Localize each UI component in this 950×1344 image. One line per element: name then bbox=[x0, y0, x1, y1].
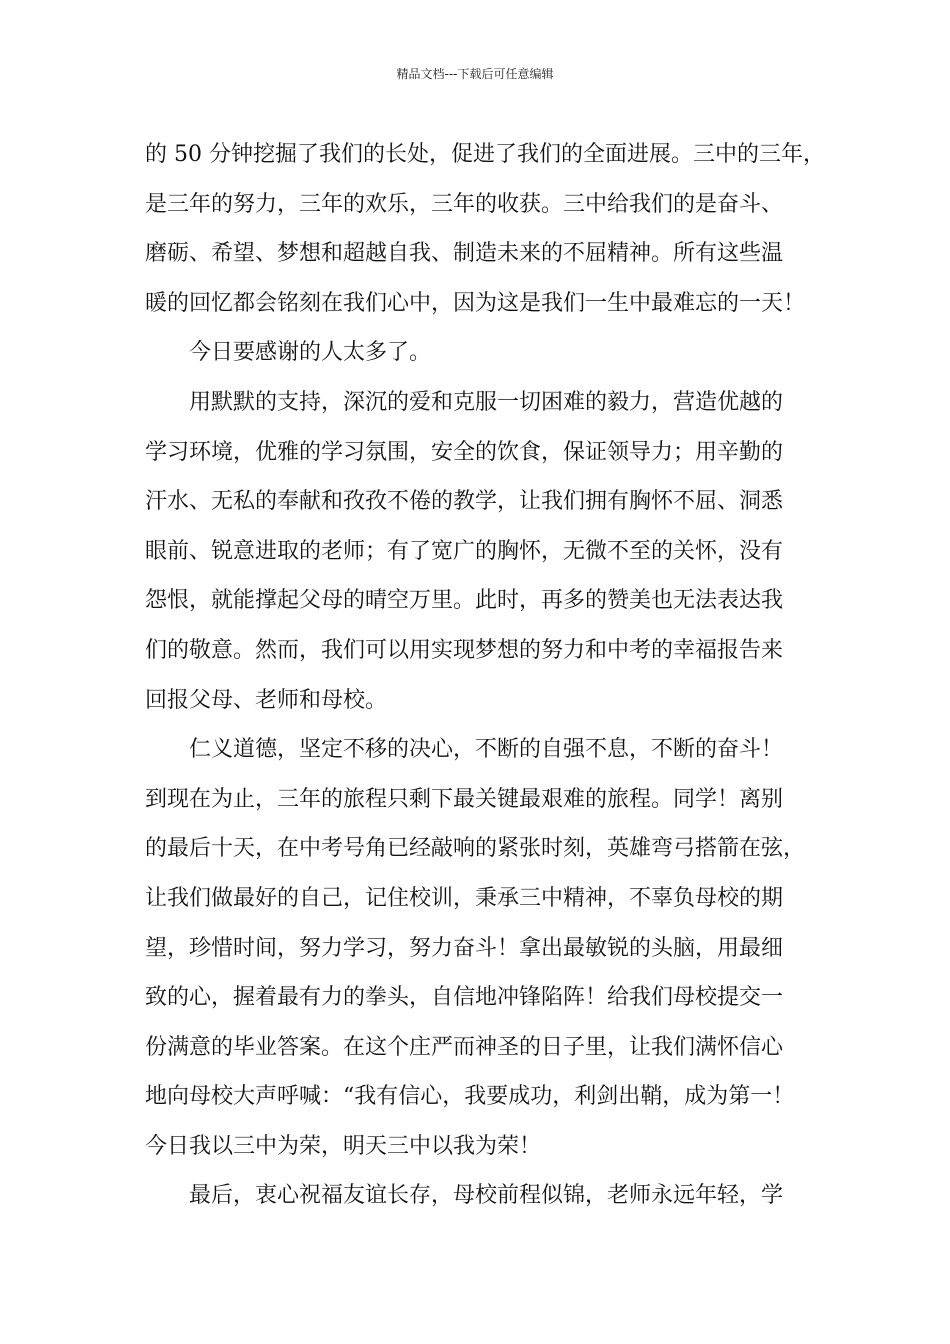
text-line: 们的敬意。然而，我们可以用实现梦想的努力和中考的幸福报告来 bbox=[145, 637, 784, 663]
text-line: 致的心，握着最有力的拳头，自信地冲锋陷阵！给我们母校提交一 bbox=[145, 985, 784, 1011]
text-line: 眼前、锐意进取的老师；有了宽广的胸怀，无微不至的关怀，没有 bbox=[145, 538, 784, 564]
document-body bbox=[145, 130, 825, 1221]
text-line: 的最后十天，在中考号角已经敲响的紧张时刻，英雄弯弓搭箭在弦， bbox=[145, 836, 806, 862]
text-line: 的 50 分钟挖掘了我们的长处，促进了我们的全面进展。三中的三年， bbox=[145, 142, 825, 167]
text-line: 到现在为止，三年的旅程只剩下最关键最艰难的旅程。同学！离别 bbox=[145, 786, 784, 812]
text-line: 磨砺、希望、梦想和超越自我、制造未来的不屈精神。所有这些温 bbox=[145, 241, 784, 267]
text-line: 让我们做最好的自己，记住校训，秉承三中精神，不辜负母校的期 bbox=[145, 885, 784, 911]
text-line: 今日我以三中为荣，明天三中以我为荣！ bbox=[145, 1133, 542, 1159]
paragraph-first-line: 最后，衷心祝福友谊长存，母校前程似锦，老师永远年轻，学 bbox=[189, 1183, 784, 1209]
text-line: 暖的回忆都会铭刻在我们心中，因为这是我们一生中最难忘的一天！ bbox=[145, 290, 806, 316]
paragraph-first-line: 用默默的支持，深沉的爱和克服一切困难的毅力，营造优越的 bbox=[189, 389, 784, 415]
paragraph-first-line: 今日要感谢的人太多了。 bbox=[189, 340, 432, 366]
text-line: 汗水、无私的奉献和孜孜不倦的教学，让我们拥有胸怀不屈、洞悉 bbox=[145, 489, 784, 515]
text-line: 份满意的毕业答案。在这个庄严而神圣的日子里，让我们满怀信心 bbox=[145, 1034, 784, 1060]
text-line: 学习环境，优雅的学习氛围，安全的饮食，保证领导力；用辛勤的 bbox=[145, 439, 784, 465]
paragraph-first-line: 仁义道德，坚定不移的决心，不断的自强不息，不断的奋斗！ bbox=[189, 737, 784, 763]
text-line: 是三年的努力，三年的欢乐，三年的收获。三中给我们的是奋斗、 bbox=[145, 191, 784, 217]
text-line: 回报父母、老师和母校。 bbox=[145, 687, 388, 713]
text-line: 地向母校大声呼喊：“我有信心，我要成功，利剑出鞘，成为第一！ bbox=[145, 1084, 795, 1110]
page-header: 精品文档---下载后可任意编辑 bbox=[396, 67, 554, 81]
text-line: 怨恨，就能撑起父母的晴空万里。此时，再多的赞美也无法表达我 bbox=[145, 588, 784, 614]
text-line: 望，珍惜时间，努力学习，努力奋斗！拿出最敏锐的头脑，用最细 bbox=[145, 935, 784, 961]
